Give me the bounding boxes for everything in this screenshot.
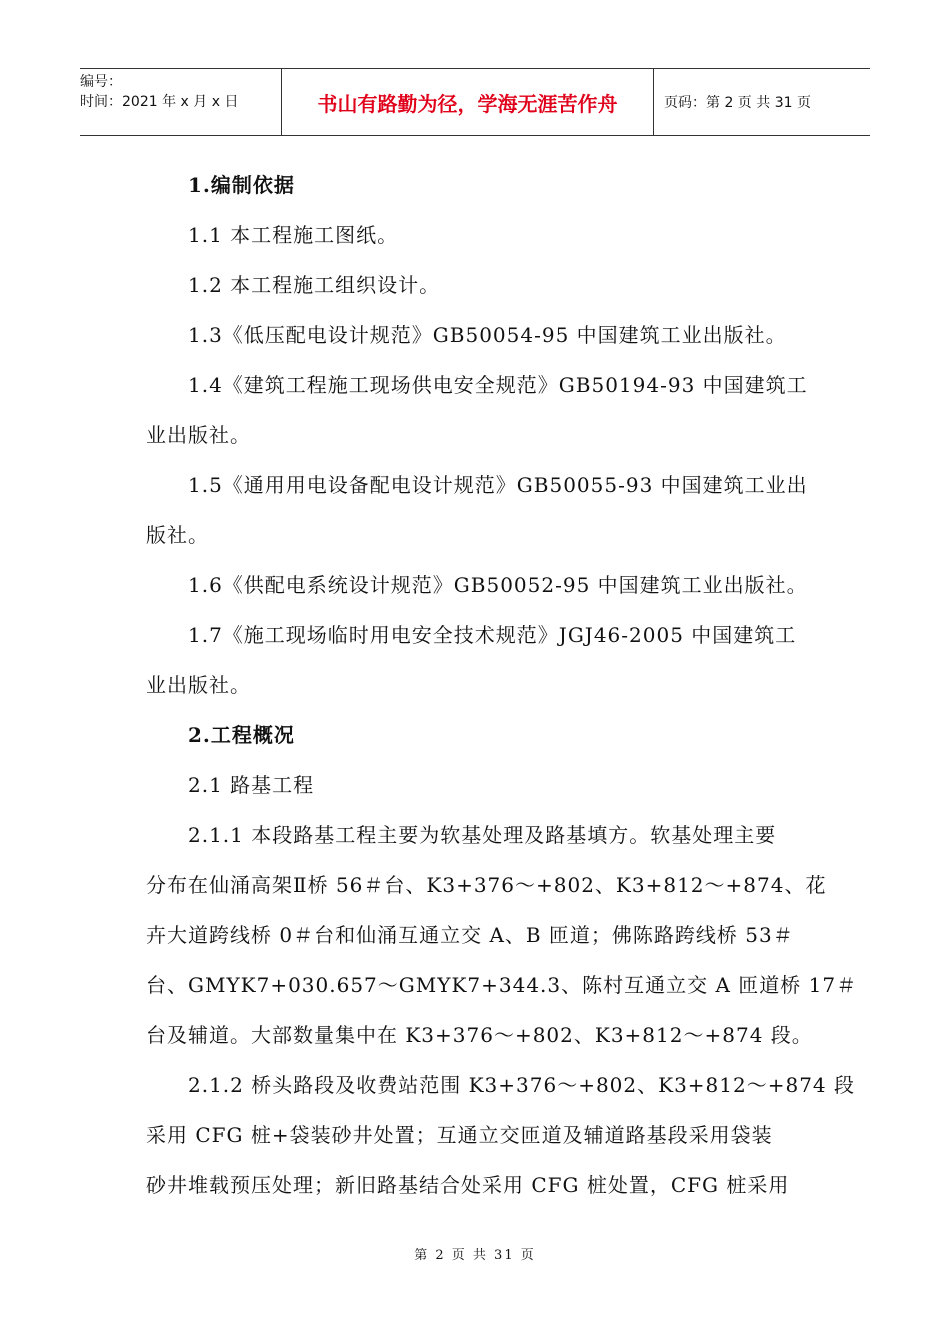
section-heading: 1.编制依据 — [188, 173, 295, 197]
paragraph-line: 2.1.1 本段路基工程主要为软基处理及路基填方。软基处理主要 — [188, 823, 777, 847]
paragraph-line: 2.1 路基工程 — [188, 773, 315, 797]
header-meta — [80, 69, 282, 135]
paragraph-line: 采用 CFG 桩+袋装砂井处置；互通立交匝道及辅道路基段采用袋装 — [146, 1123, 773, 1147]
paragraph-line: 业出版社。 — [146, 423, 251, 447]
document-number-label: 编号： — [80, 74, 122, 90]
paragraph-line: 砂井堆载预压处理；新旧路基结合处采用 CFG 桩处置，CFG 桩采用 — [146, 1173, 790, 1197]
paragraph-line: 1.5《通用用电设备配电设计规范》GB50055-93 中国建筑工业出 — [188, 473, 808, 497]
section-heading: 2.工程概况 — [188, 723, 295, 747]
paragraph-line: 1.3《低压配电设计规范》GB50054-95 中国建筑工业出版社。 — [188, 323, 787, 347]
document-body — [146, 160, 858, 1210]
paragraph-line: 台及辅道。大部数量集中在 K3+376～+802、K3+812～+874 段。 — [146, 1023, 813, 1047]
header-motto: 书山有路勤为径，学海无涯苦作舟 — [282, 69, 654, 135]
paragraph-line: 卉大道跨线桥 0＃台和仙涌互通立交 A、B 匝道；佛陈路跨线桥 53＃ — [146, 923, 794, 947]
header-page-info: 页码：第 2 页 共 31 页 — [664, 95, 811, 111]
paragraph-line: 2.1.2 桥头路段及收费站范围 K3+376～+802、K3+812～+874 段 — [188, 1073, 856, 1097]
paragraph-line: 版社。 — [146, 523, 209, 547]
paragraph-line: 1.2 本工程施工组织设计。 — [188, 273, 441, 297]
paragraph-line: 1.1 本工程施工图纸。 — [188, 223, 399, 247]
page-header — [80, 68, 870, 136]
paragraph-line: 1.7《施工现场临时用电安全技术规范》JGJ46-2005 中国建筑工 — [188, 623, 797, 647]
page-footer: 第 2 页 共 31 页 — [414, 1248, 536, 1263]
document-date: 时间：2021 年 x 月 x 日 — [80, 94, 239, 110]
paragraph-line: 分布在仙涌高架Ⅱ桥 56＃台、K3+376～+802、K3+812～+874、花 — [146, 873, 827, 897]
paragraph-line: 1.4《建筑工程施工现场供电安全规范》GB50194-93 中国建筑工 — [188, 373, 808, 397]
paragraph-line: 1.6《供配电系统设计规范》GB50052-95 中国建筑工业出版社。 — [188, 573, 808, 597]
paragraph-line: 业出版社。 — [146, 673, 251, 697]
paragraph-line: 台、GMYK7+030.657～GMYK7+344.3、陈村互通立交 A 匝道桥 17＃ — [146, 973, 858, 997]
